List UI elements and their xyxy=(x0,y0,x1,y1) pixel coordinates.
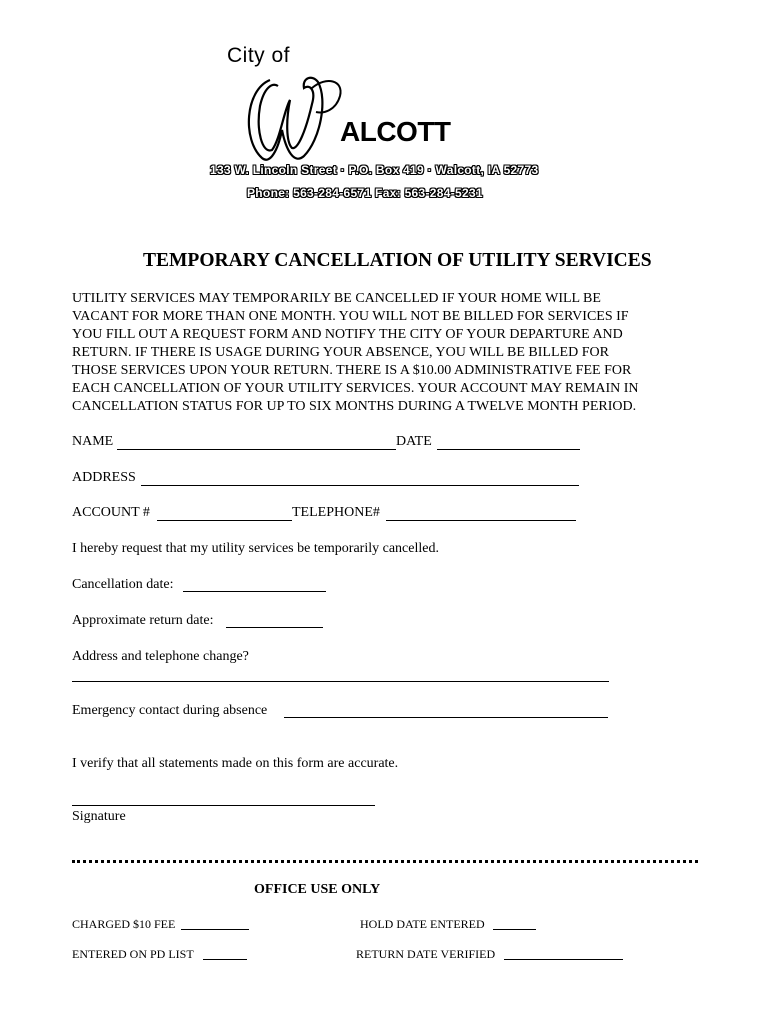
intro-line: THOSE SERVICES UPON YOUR RETURN. THERE IS A $10.00 ADMINISTRATIVE FEE FOR xyxy=(72,363,632,378)
intro-line: UTILITY SERVICES MAY TEMPORARILY BE CANCELLED IF YOUR HOME WILL BE xyxy=(72,291,601,306)
address-field[interactable] xyxy=(141,485,579,486)
entered-pd-field[interactable] xyxy=(203,959,247,960)
intro-paragraph xyxy=(72,290,639,416)
return-date-label: Approximate return date: xyxy=(72,613,214,628)
telephone-field[interactable] xyxy=(386,520,576,521)
signature-label: Signature xyxy=(72,809,126,824)
date-label: DATE xyxy=(396,434,432,449)
entered-pd-label: ENTERED ON PD LIST xyxy=(72,947,194,961)
intro-line: YOU FILL OUT A REQUEST FORM AND NOTIFY THE CITY OF YOUR DEPARTURE AND xyxy=(72,327,623,342)
logo-city-name: ALCOTT xyxy=(340,116,451,147)
date-field[interactable] xyxy=(437,449,580,450)
intro-line: EACH CANCELLATION OF YOUR UTILITY SERVICES. YOUR ACCOUNT MAY REMAIN IN xyxy=(72,381,639,396)
hold-date-field[interactable] xyxy=(493,929,536,930)
charged-fee-label: CHARGED $10 FEE xyxy=(72,917,176,931)
return-verified-label: RETURN DATE VERIFIED xyxy=(356,947,496,961)
signature-field[interactable] xyxy=(72,805,375,806)
name-field[interactable] xyxy=(117,449,396,450)
emergency-contact-field[interactable] xyxy=(284,717,608,718)
name-label: NAME xyxy=(72,434,114,449)
office-divider xyxy=(72,860,698,863)
account-field[interactable] xyxy=(157,520,292,521)
logo-city-of: City of xyxy=(227,44,291,67)
emergency-contact-label: Emergency contact during absence xyxy=(72,703,268,718)
intro-line: RETURN. IF THERE IS USAGE DURING YOUR ABSENCE, YOU WILL BE BILLED FOR xyxy=(72,345,609,360)
form-title: TEMPORARY CANCELLATION OF UTILITY SERVICES xyxy=(143,250,652,271)
return-date-field[interactable] xyxy=(226,627,323,628)
intro-line: VACANT FOR MORE THAN ONE MONTH. YOU WILL NOT BE BILLED FOR SERVICES IF xyxy=(72,309,629,324)
office-use-heading: OFFICE USE ONLY xyxy=(254,882,381,897)
letterhead-address: 133 W. Lincoln Street · P.O. Box 419 · Walcott, IA 52773 xyxy=(210,163,539,177)
request-statement: I hereby request that my utility services be temporarily cancelled. xyxy=(72,541,439,556)
intro-line: CANCELLATION STATUS FOR UP TO SIX MONTHS DURING A TWELVE MONTH PERIOD. xyxy=(72,399,637,414)
charged-fee-field[interactable] xyxy=(181,929,249,930)
address-change-label: Address and telephone change? xyxy=(72,649,249,664)
return-verified-field[interactable] xyxy=(504,959,623,960)
telephone-label: TELEPHONE# xyxy=(292,505,380,520)
letterhead-phone: Phone: 563-284-6571 Fax: 563-284-5231 xyxy=(247,186,483,200)
hold-date-label: HOLD DATE ENTERED xyxy=(360,917,485,931)
verify-statement: I verify that all statements made on this form are accurate. xyxy=(72,756,399,771)
logo-script-w-icon xyxy=(240,70,350,165)
address-change-field[interactable] xyxy=(72,681,609,682)
account-label: ACCOUNT # xyxy=(72,505,150,520)
address-label: ADDRESS xyxy=(72,470,136,485)
cancellation-date-label: Cancellation date: xyxy=(72,577,174,592)
cancellation-date-field[interactable] xyxy=(183,591,326,592)
